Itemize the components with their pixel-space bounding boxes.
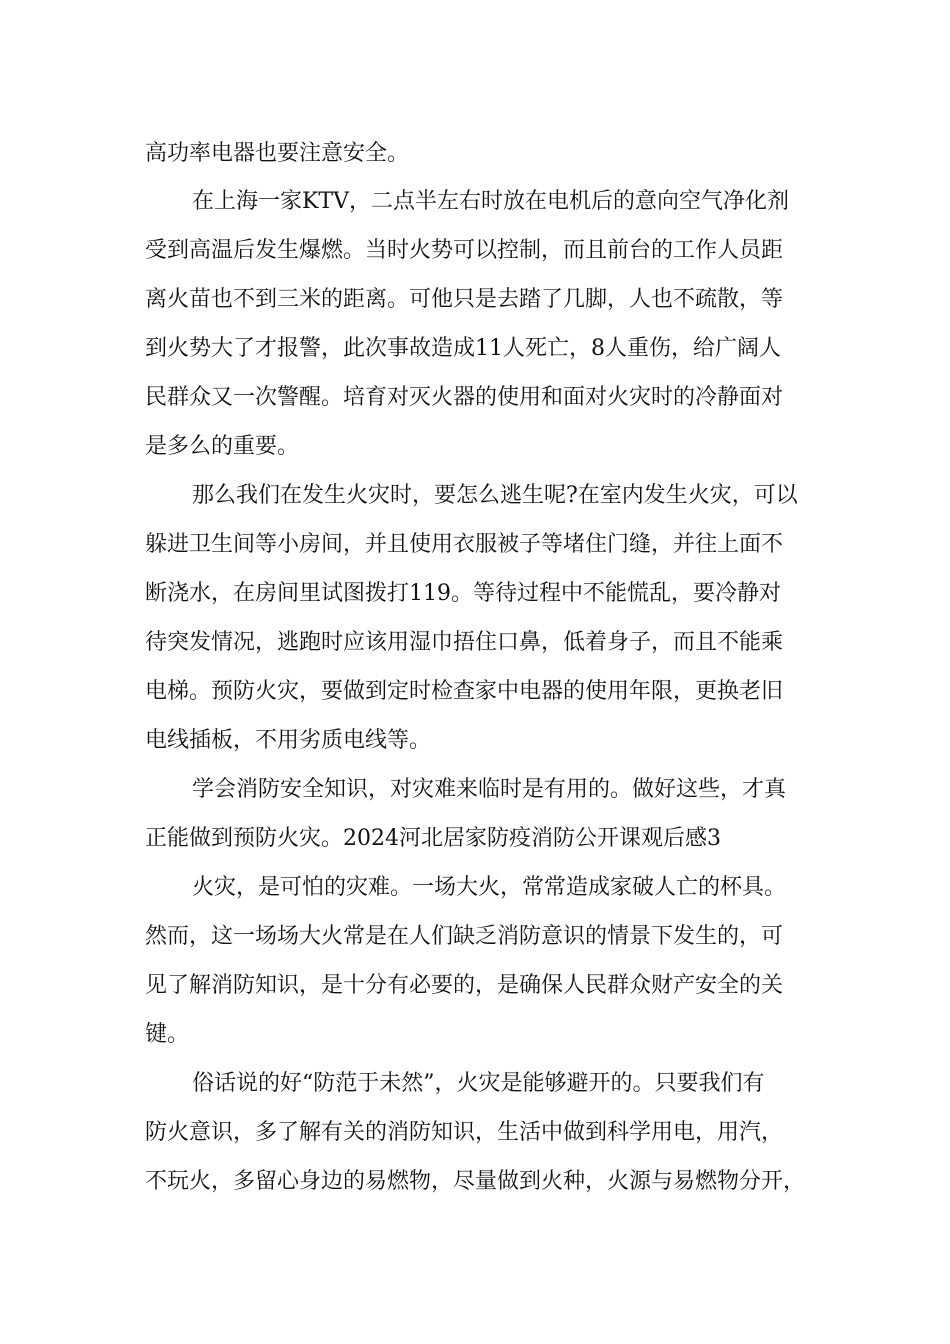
text-line: 民群众又一次警醒。培育对灭火器的使用和面对火灾时的冷静面对	[145, 385, 784, 410]
text-line: 俗话说的好“防范于未然”，火灾是能够避开的。只要我们有	[192, 1071, 765, 1096]
text-line: 键。	[145, 1022, 190, 1047]
text-line: 断浇水，在房间里试图拨打119。等待过程中不能慌乱，要冷静对	[145, 581, 781, 606]
text-line: 那么我们在发生火灾时，要怎么逃生呢?在室内发生火灾，可以	[192, 483, 798, 508]
text-line: 离火苗也不到三米的距离。可他只是去踏了几脚，人也不疏散，等	[145, 287, 784, 312]
text-line: 躲进卫生间等小房间，并且使用衣服被子等堵住门缝，并往上面不	[145, 532, 784, 557]
text-line: 火灾，是可怕的灾难。一场大火，常常造成家破人亡的杯具。	[192, 875, 787, 900]
text-line: 防火意识，多了解有关的消防知识，生活中做到科学用电，用汽，	[145, 1120, 784, 1145]
text-line: 电线插板，不用劣质电线等。	[145, 728, 432, 753]
text-line: 电梯。预防火灾，要做到定时检查家中电器的使用年限，更换老旧	[145, 679, 784, 704]
text-line: 高功率电器也要注意安全。	[145, 141, 410, 166]
text-line: 学会消防安全知识，对灾难来临时是有用的。做好这些，才真	[192, 777, 787, 802]
text-line: 受到高温后发生爆燃。当时火势可以控制，而且前台的工作人员距	[145, 238, 784, 263]
text-line: 然而，这一场场大火常是在人们缺乏消防意识的情景下发生的，可	[145, 924, 784, 949]
text-line: 是多么的重要。	[145, 434, 300, 459]
text-line: 见了解消防知识，是十分有必要的，是确保人民群众财产安全的关	[145, 973, 784, 998]
text-line: 在上海一家KTV，二点半左右时放在电机后的意向空气净化剂	[192, 189, 789, 214]
text-line: 正能做到预防火灾。2024河北居家防疫消防公开课观后感3	[145, 826, 721, 851]
text-line: 待突发情况，逃跑时应该用湿巾捂住口鼻，低着身子，而且不能乘	[145, 630, 784, 655]
text-line: 不玩火，多留心身边的易燃物，尽量做到火种，火源与易燃物分开，	[145, 1169, 806, 1194]
text-line: 到火势大了才报警，此次事故造成11人死亡，8人重伤，给广阔人	[145, 336, 781, 361]
